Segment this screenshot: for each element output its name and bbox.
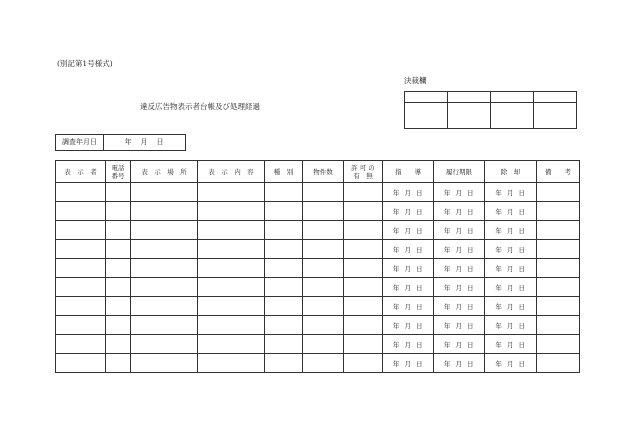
- date-cell[interactable]: 年 月 日: [434, 335, 485, 354]
- column-header-text: 指 導: [395, 167, 421, 176]
- table-cell[interactable]: [131, 354, 198, 373]
- table-cell[interactable]: [198, 354, 265, 373]
- table-row: [56, 354, 580, 373]
- table-cell[interactable]: [131, 221, 198, 240]
- table-cell[interactable]: [265, 316, 303, 335]
- table-cell[interactable]: [106, 240, 131, 259]
- table-cell[interactable]: [537, 183, 580, 202]
- table-cell[interactable]: [198, 278, 265, 297]
- column-header: [344, 161, 383, 183]
- table-row: [56, 202, 580, 221]
- column-header-text: 物件数: [313, 167, 333, 176]
- table-cell[interactable]: [106, 221, 131, 240]
- table-cell[interactable]: [131, 259, 198, 278]
- table-cell[interactable]: [537, 335, 580, 354]
- column-header: [537, 161, 580, 183]
- table-cell[interactable]: [106, 183, 131, 202]
- column-header-text: 電話: [111, 163, 125, 172]
- table-cell[interactable]: [537, 240, 580, 259]
- date-cell[interactable]: 年 月 日: [434, 240, 485, 259]
- date-cell[interactable]: 年 月 日: [383, 278, 434, 297]
- survey-date-label: 調査年月日: [56, 135, 104, 150]
- table-cell[interactable]: [265, 202, 303, 221]
- violation-ledger-table: [55, 160, 580, 373]
- table-cell[interactable]: [537, 354, 580, 373]
- table-cell[interactable]: [537, 202, 580, 221]
- table-cell[interactable]: [537, 297, 580, 316]
- table-cell[interactable]: [131, 297, 198, 316]
- date-cell[interactable]: 年 月 日: [485, 202, 537, 221]
- column-header-text: 有 無: [353, 171, 373, 180]
- table-row: [56, 183, 580, 202]
- table-cell[interactable]: [131, 335, 198, 354]
- date-cell[interactable]: 年 月 日: [383, 240, 434, 259]
- table-cell[interactable]: [303, 335, 344, 354]
- date-cell[interactable]: 年 月 日: [434, 278, 485, 297]
- table-row: [56, 221, 580, 240]
- table-cell[interactable]: [265, 183, 303, 202]
- date-cell[interactable]: 年 月 日: [434, 221, 485, 240]
- date-cell[interactable]: 年 月 日: [434, 297, 485, 316]
- table-cell[interactable]: [198, 221, 265, 240]
- column-header: [106, 161, 131, 183]
- table-cell[interactable]: [344, 297, 383, 316]
- date-cell[interactable]: 年 月 日: [485, 221, 537, 240]
- table-cell[interactable]: [265, 335, 303, 354]
- date-cell[interactable]: 年 月 日: [485, 354, 537, 373]
- table-cell[interactable]: [303, 259, 344, 278]
- approval-stamp-cell[interactable]: [448, 103, 491, 129]
- table-cell[interactable]: [198, 316, 265, 335]
- column-header: [131, 161, 198, 183]
- table-row: [56, 259, 580, 278]
- table-cell[interactable]: [106, 335, 131, 354]
- table-cell[interactable]: [303, 278, 344, 297]
- date-cell[interactable]: 年 月 日: [485, 183, 537, 202]
- table-cell[interactable]: [537, 259, 580, 278]
- table-cell[interactable]: [344, 278, 383, 297]
- table-cell[interactable]: [106, 316, 131, 335]
- table-cell[interactable]: [344, 202, 383, 221]
- date-cell[interactable]: 年 月 日: [434, 354, 485, 373]
- table-row: [56, 297, 580, 316]
- date-cell[interactable]: 年 月 日: [434, 316, 485, 335]
- date-cell[interactable]: 年 月 日: [383, 297, 434, 316]
- table-cell[interactable]: [56, 316, 106, 335]
- approval-stamp-row: [405, 103, 577, 129]
- date-cell[interactable]: 年 月 日: [383, 183, 434, 202]
- table-cell[interactable]: [198, 335, 265, 354]
- column-header: [434, 161, 485, 183]
- table-cell[interactable]: [303, 316, 344, 335]
- approval-stamp-cell[interactable]: [534, 103, 577, 129]
- column-header-text: 番号: [111, 171, 125, 180]
- table-cell[interactable]: [56, 278, 106, 297]
- table-cell[interactable]: [56, 297, 106, 316]
- table-header-row: [56, 161, 580, 183]
- table-row: [56, 278, 580, 297]
- date-cell[interactable]: 年 月 日: [485, 316, 537, 335]
- table-row: [56, 335, 580, 354]
- table-cell[interactable]: [198, 183, 265, 202]
- approval-stamp-cell[interactable]: [405, 103, 448, 129]
- table-cell[interactable]: [131, 240, 198, 259]
- date-cell[interactable]: 年 月 日: [434, 183, 485, 202]
- column-header-text: 許 可 の: [351, 163, 375, 172]
- column-header-text: 除 却: [500, 167, 521, 176]
- table-cell[interactable]: [106, 354, 131, 373]
- table-cell[interactable]: [198, 297, 265, 316]
- date-cell[interactable]: 年 月 日: [485, 278, 537, 297]
- approval-header-cell: [491, 92, 534, 103]
- date-cell[interactable]: 年 月 日: [485, 259, 537, 278]
- column-header-text: 表 示 内 容: [208, 167, 254, 176]
- table-cell[interactable]: [265, 278, 303, 297]
- table-cell[interactable]: [56, 221, 106, 240]
- column-header: [265, 161, 303, 183]
- table-cell[interactable]: [303, 183, 344, 202]
- table-cell[interactable]: [198, 202, 265, 221]
- approval-header-cell: [534, 92, 577, 103]
- table-cell[interactable]: [303, 240, 344, 259]
- survey-date-box: [55, 134, 186, 151]
- date-cell[interactable]: 年 月 日: [383, 316, 434, 335]
- table-cell[interactable]: [106, 297, 131, 316]
- table-cell[interactable]: [198, 240, 265, 259]
- table-cell[interactable]: [265, 297, 303, 316]
- column-header-text: 表 示 者: [64, 167, 97, 176]
- table-cell[interactable]: [537, 278, 580, 297]
- column-header-text: 備 考: [545, 167, 571, 176]
- table-row: [56, 240, 580, 259]
- date-cell[interactable]: 年 月 日: [485, 335, 537, 354]
- table-cell[interactable]: [56, 354, 106, 373]
- table-cell[interactable]: [303, 221, 344, 240]
- table-cell[interactable]: [344, 354, 383, 373]
- date-cell[interactable]: 年 月 日: [434, 202, 485, 221]
- table-cell[interactable]: [106, 278, 131, 297]
- table-cell[interactable]: [265, 221, 303, 240]
- table-cell[interactable]: [56, 240, 106, 259]
- column-header: [56, 161, 106, 183]
- date-cell[interactable]: 年 月 日: [434, 259, 485, 278]
- approval-stamp-grid: [404, 91, 577, 129]
- table-cell[interactable]: [344, 240, 383, 259]
- table-cell[interactable]: [344, 259, 383, 278]
- table-cell[interactable]: [106, 259, 131, 278]
- table-cell[interactable]: [344, 221, 383, 240]
- approval-column-label: 決裁欄: [404, 76, 427, 85]
- date-cell[interactable]: 年 月 日: [383, 335, 434, 354]
- table-cell[interactable]: [537, 316, 580, 335]
- date-cell[interactable]: 年 月 日: [383, 354, 434, 373]
- column-header: [485, 161, 537, 183]
- table-cell[interactable]: [265, 259, 303, 278]
- table-cell[interactable]: [131, 278, 198, 297]
- table-cell[interactable]: [131, 316, 198, 335]
- approval-header-row: [405, 92, 577, 103]
- column-header-text: 種 別: [273, 167, 294, 176]
- table-cell[interactable]: [198, 259, 265, 278]
- table-cell[interactable]: [537, 221, 580, 240]
- table-cell[interactable]: [56, 183, 106, 202]
- column-header-text: 表 示 場 所: [141, 167, 187, 176]
- approval-stamp-cell[interactable]: [491, 103, 534, 129]
- table-cell[interactable]: [56, 202, 106, 221]
- table-cell[interactable]: [303, 202, 344, 221]
- table-row: [56, 316, 580, 335]
- column-header: [198, 161, 265, 183]
- table-cell[interactable]: [131, 202, 198, 221]
- column-header-text: 履行期限: [446, 167, 472, 176]
- table-cell[interactable]: [56, 335, 106, 354]
- approval-header-cell: [405, 92, 448, 103]
- date-cell[interactable]: 年 月 日: [485, 240, 537, 259]
- date-cell[interactable]: 年 月 日: [383, 221, 434, 240]
- table-cell[interactable]: [344, 183, 383, 202]
- table-cell[interactable]: [106, 202, 131, 221]
- date-cell[interactable]: 年 月 日: [383, 202, 434, 221]
- form-number-label: (別記第1号様式): [57, 59, 113, 68]
- table-cell[interactable]: [131, 183, 198, 202]
- column-header: [303, 161, 344, 183]
- table-cell[interactable]: [265, 240, 303, 259]
- approval-header-cell: [448, 92, 491, 103]
- table-cell[interactable]: [303, 297, 344, 316]
- table-cell[interactable]: [344, 335, 383, 354]
- survey-date-field[interactable]: 年 月 日: [124, 138, 165, 146]
- column-header: [383, 161, 434, 183]
- date-cell[interactable]: 年 月 日: [383, 259, 434, 278]
- table-cell[interactable]: [56, 259, 106, 278]
- date-cell[interactable]: 年 月 日: [485, 297, 537, 316]
- document-title: 違反広告物表示者台帳及び処理経過: [140, 102, 260, 111]
- table-cell[interactable]: [265, 354, 303, 373]
- table-cell[interactable]: [344, 316, 383, 335]
- table-cell[interactable]: [303, 354, 344, 373]
